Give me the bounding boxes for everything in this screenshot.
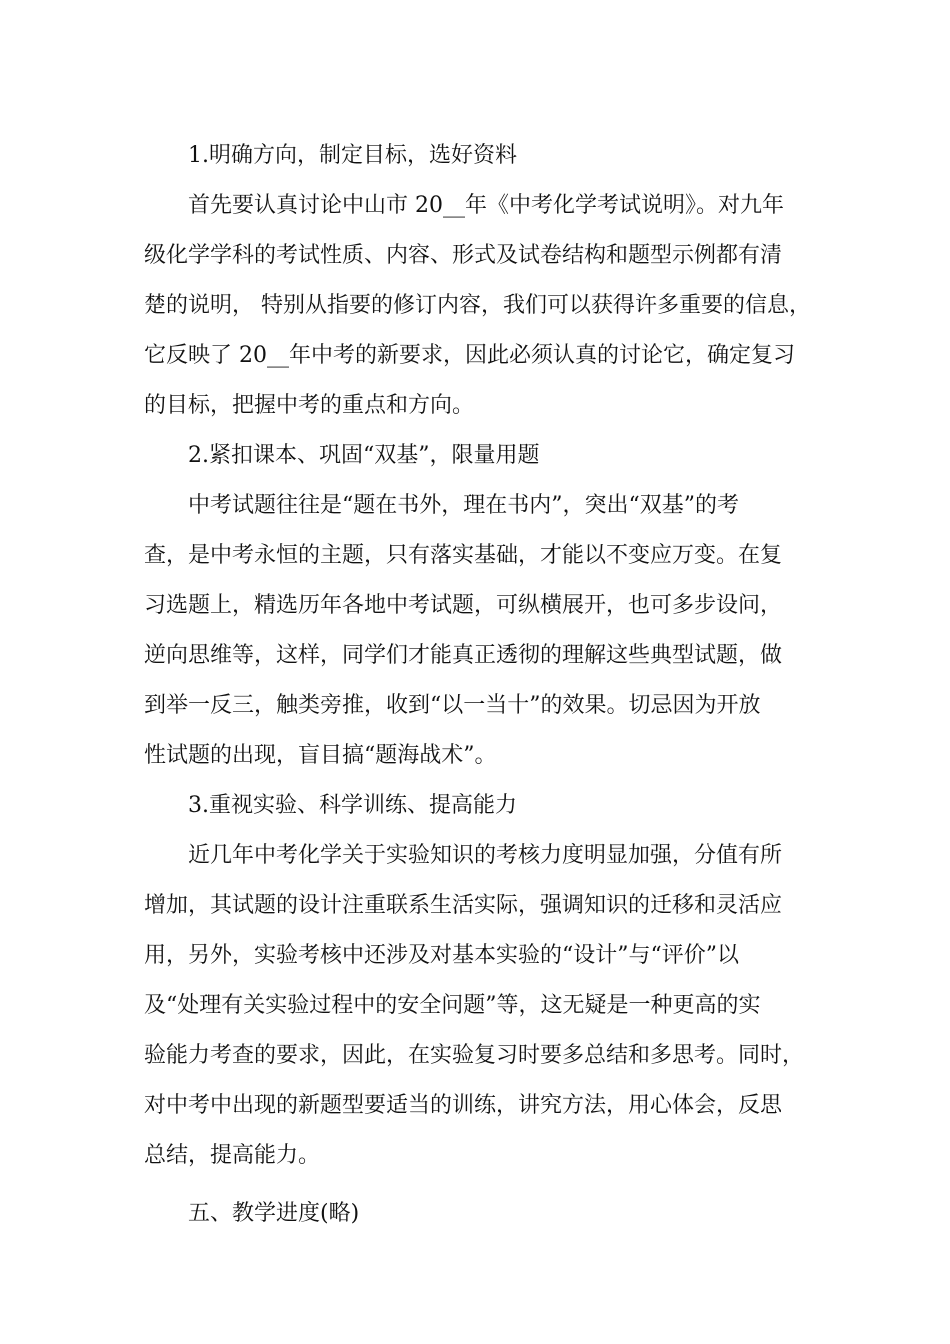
- paragraph-line: 中考试题往往是“题在书外，理在书内”，突出“双基”的考: [188, 493, 739, 518]
- paragraph-line: 级化学学科的考试性质、内容、形式及试卷结构和题型示例都有清: [144, 243, 783, 268]
- paragraph-line: 验能力考查的要求，因此，在实验复习时要多总结和多思考。同时，: [144, 1043, 805, 1068]
- paragraph-3: [144, 831, 829, 1181]
- document-body: [144, 131, 829, 1239]
- paragraph-line: 的目标，把握中考的重点和方向。: [144, 393, 475, 418]
- paragraph-1: [144, 181, 829, 431]
- section-heading-2: 2.紧扣课本、巩固“双基”，限量用题: [188, 443, 540, 468]
- paragraph-line: 性试题的出现，盲目搞“题海战术”。: [144, 743, 497, 768]
- paragraph-line: 它反映了 20__年中考的新要求，因此必须认真的讨论它，确定复习: [144, 343, 795, 368]
- section-heading-4: 五、教学进度(略): [188, 1201, 360, 1226]
- paragraph-2: [144, 481, 829, 781]
- paragraph-line: 查，是中考永恒的主题，只有落实基础，才能以不变应万变。在复: [144, 543, 783, 568]
- paragraph-line: 楚的说明， 特别从指要的修订内容，我们可以获得许多重要的信息，: [144, 293, 811, 318]
- paragraph-line: 到举一反三，触类旁推，收到“以一当十”的效果。切忌因为开放: [144, 693, 761, 718]
- paragraph-line: 增加，其试题的设计注重联系生活实际，强调知识的迁移和灵活应: [144, 893, 783, 918]
- paragraph-line: 首先要认真讨论中山市 20__年《中考化学考试说明》。对九年: [188, 193, 784, 218]
- section-heading-3: 3.重视实验、科学训练、提高能力: [188, 793, 517, 818]
- paragraph-line: 对中考中出现的新题型要适当的训练，讲究方法，用心体会，反思: [144, 1093, 783, 1118]
- paragraph-line: 近几年中考化学关于实验知识的考核力度明显加强，分值有所: [188, 843, 783, 868]
- section-heading-1: 1.明确方向，制定目标，选好资料: [188, 143, 517, 168]
- paragraph-line: 逆向思维等，这样，同学们才能真正透彻的理解这些典型试题，做: [144, 643, 783, 668]
- paragraph-line: 用，另外，实验考核中还涉及对基本实验的“设计”与“评价”以: [144, 943, 739, 968]
- paragraph-line: 及“处理有关实验过程中的安全问题”等，这无疑是一种更高的实: [144, 993, 761, 1018]
- paragraph-line: 总结，提高能力。: [144, 1143, 321, 1168]
- paragraph-line: 习选题上，精选历年各地中考试题，可纵横展开，也可多步设问，: [144, 593, 783, 618]
